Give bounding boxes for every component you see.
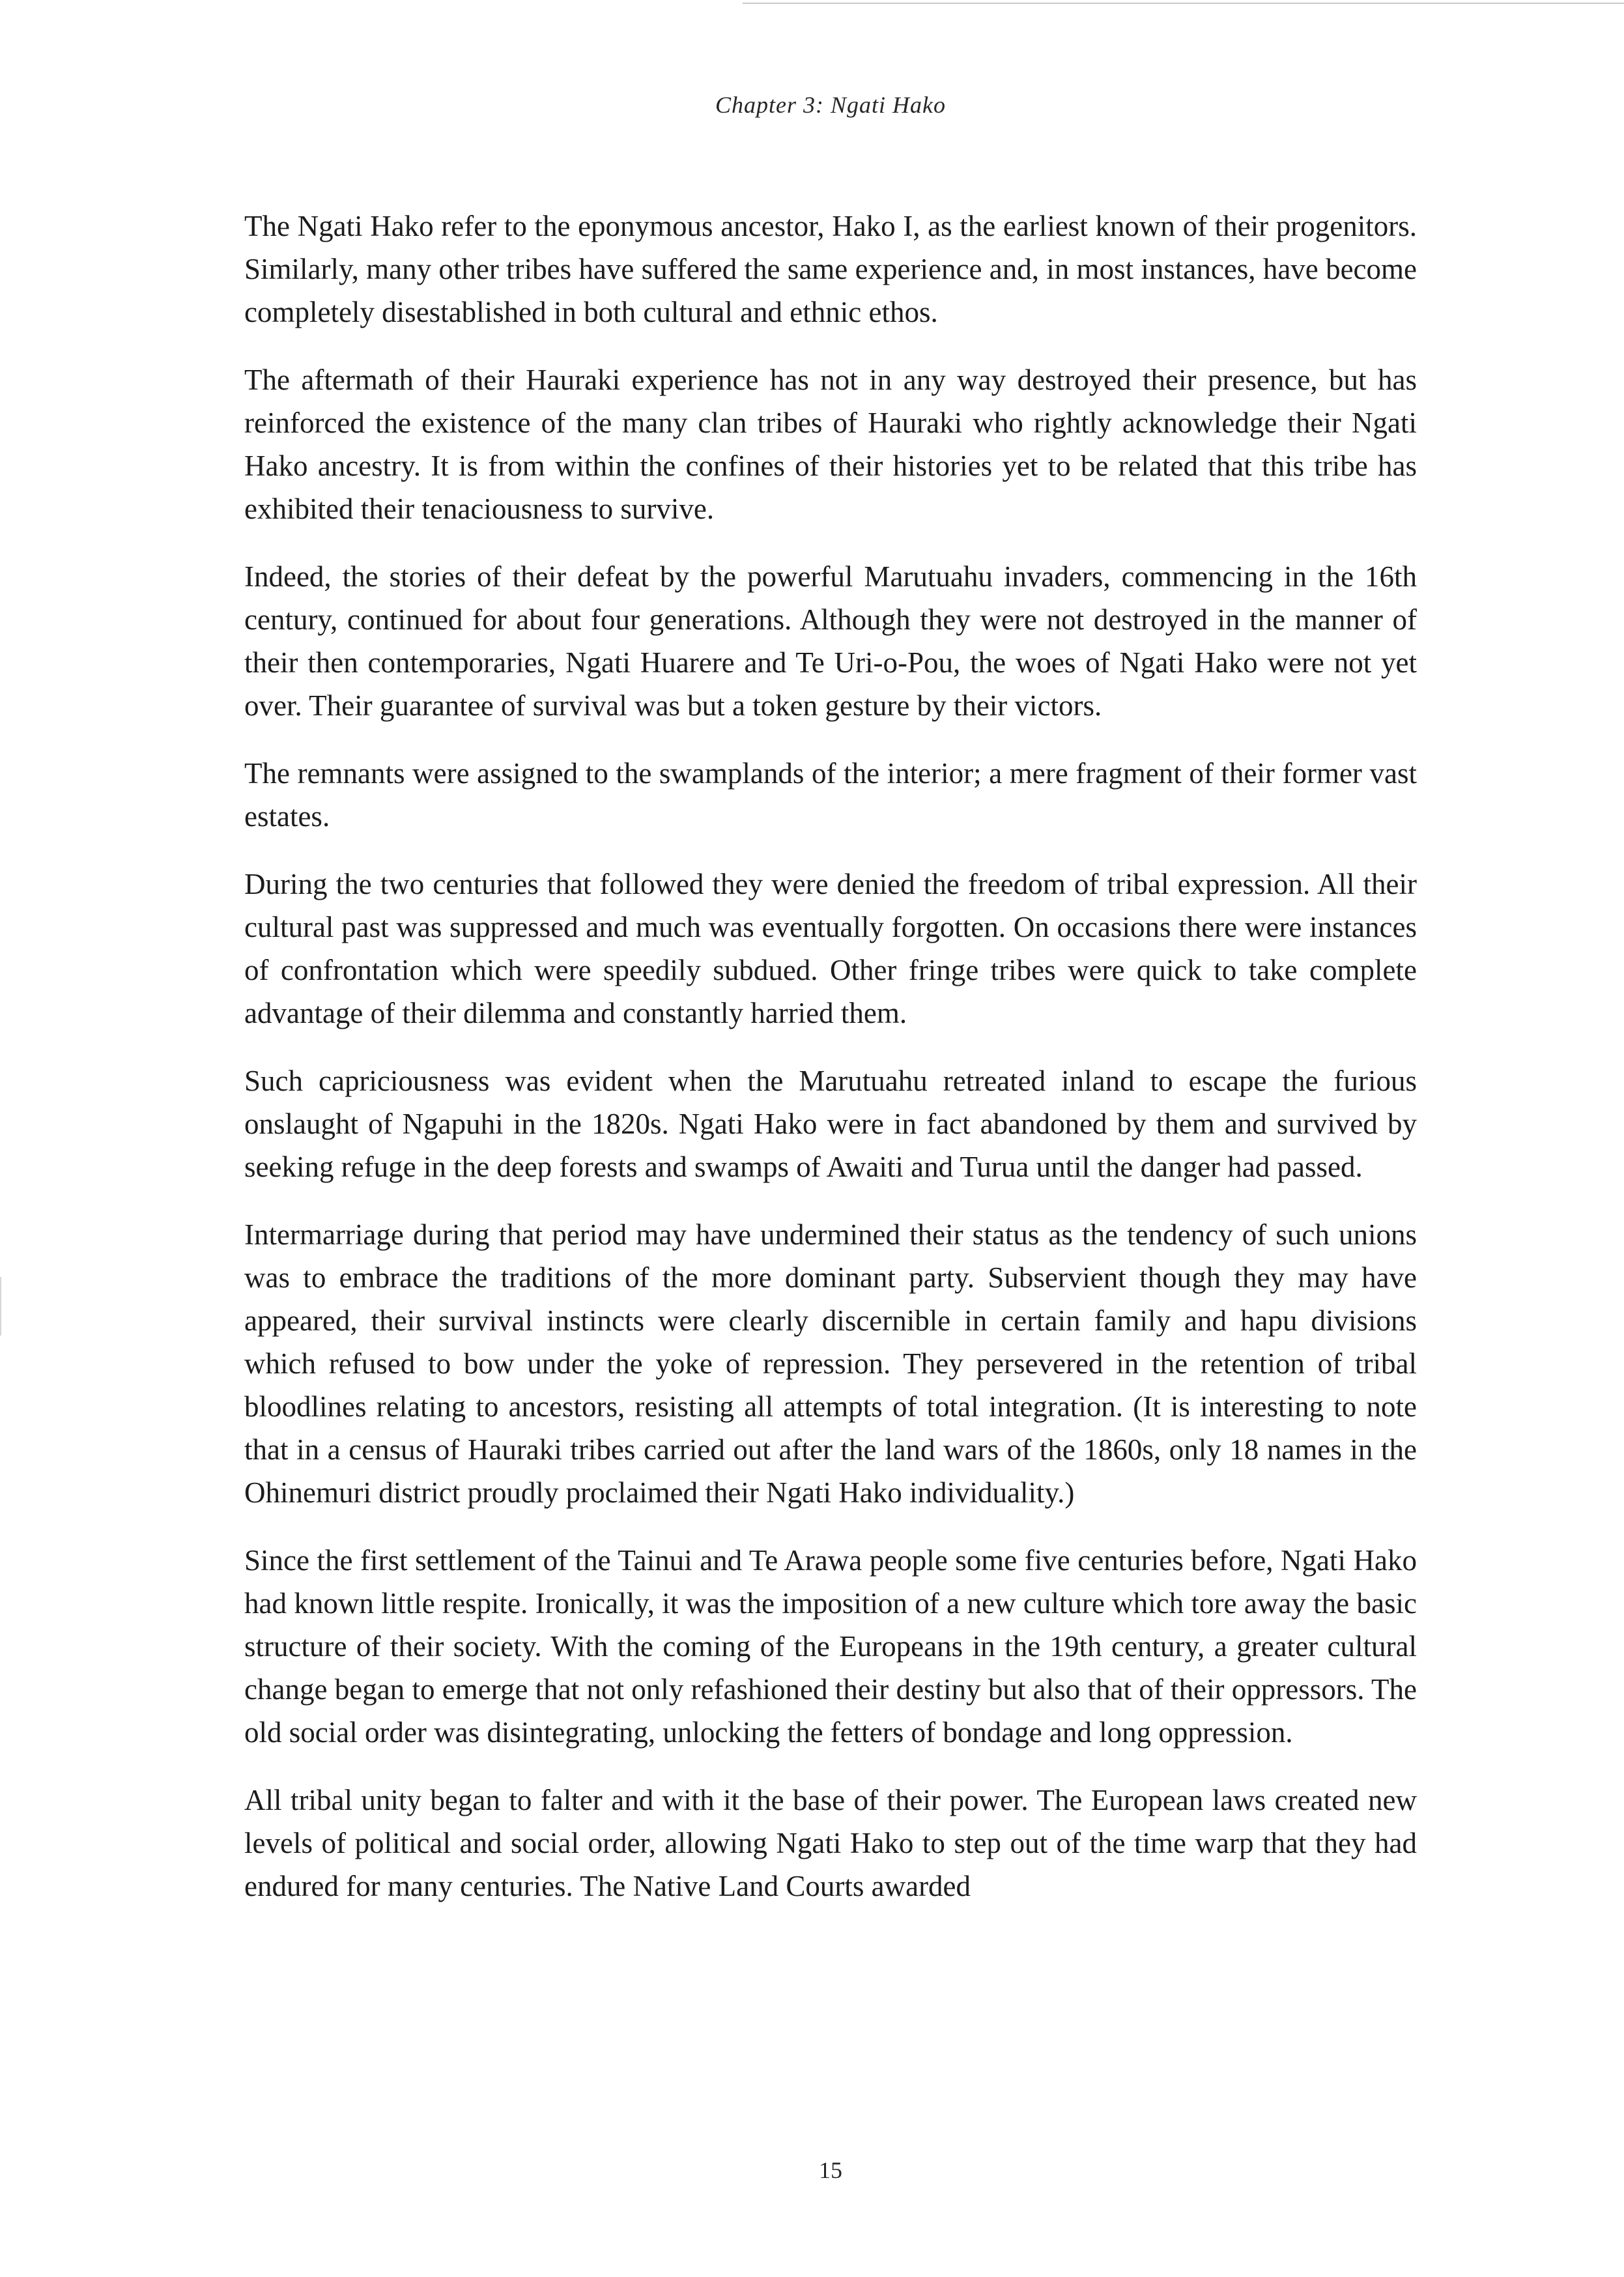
paragraph: Such capriciousness was evident when the Marutuahu retreated inland to escape the furious onslaught of Ngapuhi in the 1820s. Ngati Hako were in fact abandoned by them and survived by seeking refuge in the deep forests and swamps of Awaiti and Turua until the danger had passed. [244,1065,1417,1183]
paragraph: Indeed, the stories of their defeat by the powerful Marutuahu invaders, commencing in the 16th century, continued for about four generations. Although they were not destroyed in the manner of their then contemporaries, Ngati Huarere and Te Uri-o-Pou, the woes of Ngati Hako were not yet over. Their guarantee of survival was but a token gesture by their victors. [244,560,1417,722]
paragraph: During the two centuries that followed they were denied the freedom of tribal expression. All their cultural past was suppressed and much was eventually forgotten. On occasions there were instances of confrontation which were speedily subdued. Other fringe tribes were quick to take complete advantage of their dilemma and constantly harried them. [244,868,1417,1029]
page-number: 15 [819,2157,842,2183]
paragraph: All tribal unity began to falter and with it the base of their power. The European laws created new levels of political and social order, allowing Ngati Hako to step out of the time warp that they had endured for many centuries. The Native Land Courts awarded [244,1784,1417,1902]
paragraph: Intermarriage during that period may have undermined their status as the tendency of such unions was to embrace the traditions of the more dominant party. Subservient though they may have appeared, their survival instincts were clearly discernible in certain family and hapu divisions which refused to bow under the yoke of repression. They persevered in the retention of tribal bloodlines relating to ancestors, resisting all attempts of total integration. (It is interesting to note that in a census of Hauraki tribes carried out after the land wars of the 1860s, only 18 names in the Ohinemuri district proudly proclaimed their Ngati Hako individuality.) [244,1218,1417,1509]
paragraph: Since the first settlement of the Tainui and Te Arawa people some five centuries before, Ngati Hako had known little respite. Ironically, it was the imposition of a new culture which tore away the basic structure of their society. With the coming of the Europeans in the 19th century, a greater cultural change began to emerge that not only refashioned their destiny but also that of their oppressors. The old social order was disintegrating, unlocking the fetters of bondage and long oppression. [244,1544,1417,1749]
body-text [244,205,1417,1932]
running-head: Chapter 3: Ngati Hako [715,92,946,118]
book-page [244,0,1417,2277]
paragraph: The aftermath of their Hauraki experience has not in any way destroyed their presence, but has reinforced the existence of the many clan tribes of Hauraki who rightly acknowledge their Ngati Hako ancestry. It is from within the confines of their histories yet to be related that this tribe has exhibited their tenaciousness to survive. [244,364,1417,525]
paragraph: The Ngati Hako refer to the eponymous ancestor, Hako I, as the earliest known of their progenitors. Similarly, many other tribes have suffered the same experience and, in most instances, have become completely disestablished in both cultural and ethnic ethos. [244,210,1417,328]
paragraph: The remnants were assigned to the swamplands of the interior; a mere fragment of their former vast estates. [244,757,1417,833]
scan-margin-mark [0,1277,1,1336]
